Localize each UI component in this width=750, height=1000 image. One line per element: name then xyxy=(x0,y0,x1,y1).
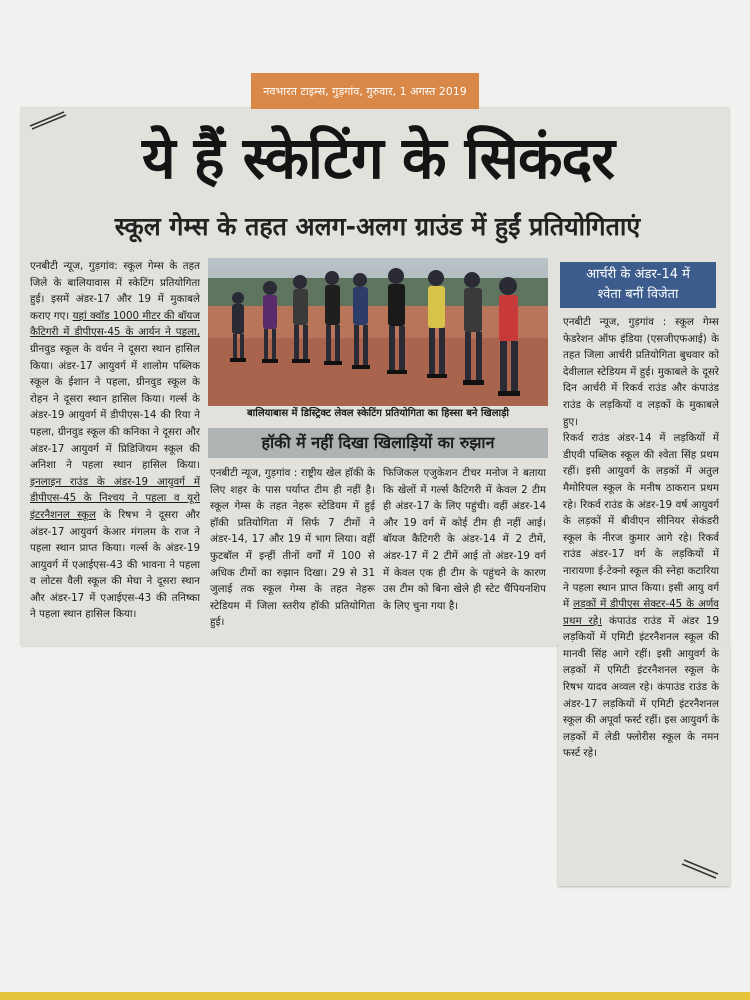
subheadline: स्कूल गेम्स के तहत अलग-अलग ग्राउंड में हुईं प्रतियोगिताएं xyxy=(114,212,641,241)
archery-story-text: रिकर्व राउंड अंडर-14 में लड़कियों में डीएवी पब्लिक स्कूल की श्वेता सिंह प्रथम रहीं। इसी आयुवर्ग के लड़कों में अतुल मैमोरियल स्कूल के मनीष ठाकरान प्रथम रहे। रिकर्व राउंड के अंडर-19 वर्ष आयुवर्ग के लड़कों में बीवीएन सीनियर सेकंडरी स्कूल के नीरज कुमार आगे रहे। रिकर्व राउंड अंडर-17 वर्ग के लड़कियों में नारायणा ई-टेक्नो स्कूल की स्नेहा कटारिया ने पहला स्थान प्राप्त किया। इसी आयु वर्ग में xyxy=(563,432,719,611)
skating-story-paragraph xyxy=(30,258,200,623)
skating-photo xyxy=(208,258,548,406)
skating-story-lead: एनबीटी न्यूज, गुड़गांव: स्कूल गेम्स के तहत जिले के बालियावास में स्केटिंग प्रतियोगिता हुई। इसमें अंडर-17 और 19 में मुकाबले कराए गए। xyxy=(30,260,200,322)
pen-mark-bottom-right xyxy=(680,856,720,882)
archery-heading-line-1: आर्चरी के अंडर-14 में xyxy=(586,267,690,282)
masthead-label: नवभारत टाइम्स, गुड़गांव, गुरुवार, 1 अगस्त 2019 xyxy=(251,73,479,109)
archery-story-text-2: कंपाउंड राउंड में अंडर 19 लड़कियों में एमिटी इंटरनैशनल स्कूल की मानवी सिंह आगे रहीं। इसी आयुवर्ग के लड़कों में एमिटी इंटरनैशनल स्कूल के रिषभ यादव अव्वल रहे। कंपाउंड राउंड के अंडर-17 लड़कियों में एमिटी इंटरनैशनल स्कूल की अपूर्वा फर्स्ट रहीं। इस आयुवर्ग के लड़कों में लेडी फ्लोरीस स्कूल के नमन फर्स्ट रहे। xyxy=(563,614,719,760)
photo-caption: बालियाबास में डिस्ट्रिक्ट लेवल स्केटिंग प्रतियोगिता का हिस्सा बने खिलाड़ी xyxy=(246,408,510,419)
headline: ये हैं स्केटिंग के सिकंदर xyxy=(141,124,615,192)
archery-story-paragraph-1: एनबीटी न्यूज, गुड़गांव : स्कूल गेम्स फेडरेशन ऑफ इंडिया (एसजीएफआई) के तहत जिला आर्चरी प्रतियोगिता बुधवार को देवीलाल स्टेडियम में हुई। मुकाबले के दूसरे दिन आर्चरी में रिकर्व राउंड और कंपाउंड राउंड के लड़कियों व लड़कों के मुकाबले हुए। xyxy=(563,316,719,428)
skating-photo-image xyxy=(208,258,548,406)
skating-story-text-2: के रिषभ ने दूसरा और अंडर-17 आयुवर्ग केआर मंगलम के राज ने पहला स्थान प्राप्त किया। गर्ल्स के अंडर-19 आयुवर्ग में एआईएस-43 की भावना ने पहला व लोटस वैली स्कूल की मेघा ने दूसरा स्थान और अंडर-17 में एआईएस-43 की तनिष्का ने पहला स्थान हासिल किया। xyxy=(30,508,200,621)
skating-story-text: ग्रीनवुड स्कूल के वर्धन ने दूसरा स्थान हासिल किया। अंडर-17 आयुवर्ग में शालोम पब्लिक स्कूल के ईशान ने पहला, ग्रीनवुड स्कूल के रोहन ने दूसरा स्थान हासिल किया। गर्ल्स के अंडर-19 आयुवर्ग में डीपीएस-14 की रिया ने पहला, ग्रीनवुड स्कूल की कनिका ने दूसरा और अंडर-17 आयुवर्ग में प्रिडिजियम स्कूल की अनिशा ने पहला स्थान हासिल किया। xyxy=(30,342,200,472)
bottom-strip xyxy=(0,992,750,1000)
archery-story-column xyxy=(563,314,719,874)
archery-heading-line-2: श्वेता बनीं विजेता xyxy=(597,287,679,302)
hockey-story-heading: हॉकी में नहीं दिखा खिलाड़ियों का रुझान xyxy=(208,428,548,458)
skating-story-highlight: यहां क्वॉड 1000 मीटर की बॉयज कैटिगरी में डीपीएस-45 के आर्यन ने पहला, xyxy=(30,309,200,339)
archery-story-heading xyxy=(560,262,716,308)
skating-story-column xyxy=(30,258,200,640)
skating-story-highlight-2: इनलाइन राउंड के अंडर-19 आयुवर्ग में डीपीएस-45 के निश्चय ने पहला व यूरो इंटरनैशनल स्कूल xyxy=(30,475,200,521)
archery-story-highlight: लड़कों में डीपीएस सेक्टर-45 के अर्णव प्रथम रहे। xyxy=(563,598,719,627)
hockey-story-column-1 xyxy=(210,465,375,630)
hockey-story-paragraph-2: फिजिकल एजुकेशन टीचर मनोज ने बताया कि खेलों में गर्ल्स कैटिगरी में केवल 2 टीम ही अंडर-17 के लिए पहुंची। वहीं अंडर-14 और 19 वर्ग में कोई टीम ही नहीं आई। बॉयज कैटिगरी के अंडर-14 में 2 टीमें, अंडर-17 में 2 टीमें आई तो अंडर-19 वर्ग में केवल एक ही टीम के पहुंचने के कारण उस टीम को बिना खेले ही स्टेट चैंपियनशिप के लिए चुना गया है। xyxy=(383,467,546,612)
hockey-story-paragraph-1: एनबीटी न्यूज, गुड़गांव : राष्ट्रीय खेल हॉकी के लिए शहर के पास पर्याप्त टीम ही नहीं है। स्कूल गेम्स के तहत नेहरू स्टेडियम में हुई हॉकी प्रतियोगिता में सिर्फ 7 टीमों ने अंडर-14, 17 और 19 में भाग लिया। वहीं फुटबॉल में इन्हीं तीनों वर्गों में 100 से अधिक टीमों का रुझान दिखा। 29 से 31 जुलाई तक स्कूल गेम्स के तहत नेहरू स्टेडियम में जिला स्तरीय हॉकी प्रतियोगिता हुई। xyxy=(210,467,375,629)
hockey-story-column-2 xyxy=(383,465,546,630)
pen-mark-top-left xyxy=(28,108,68,130)
archery-story-paragraph-2 xyxy=(563,430,719,762)
